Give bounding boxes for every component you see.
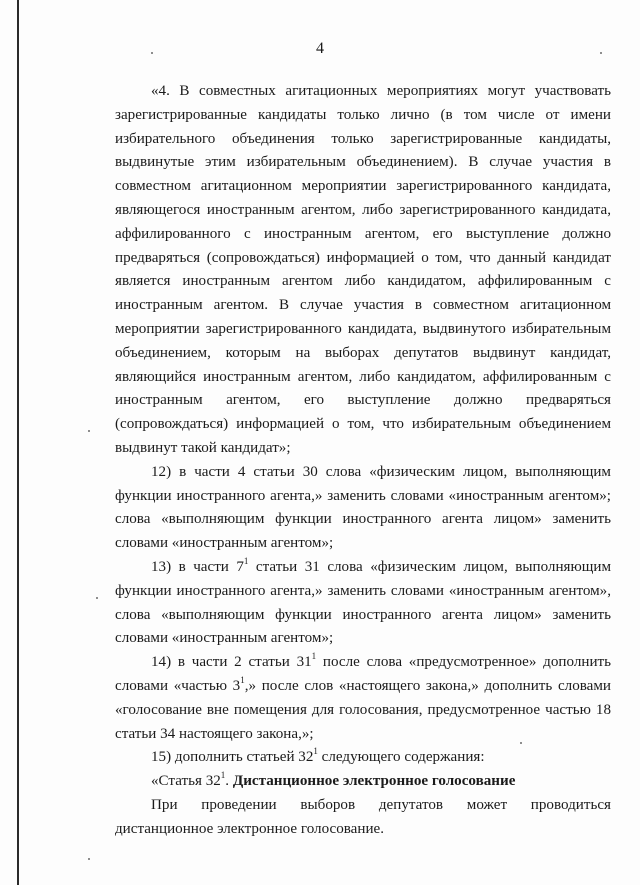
text-run: 14) в части 2 статьи 31 [151,654,312,671]
superscript: 1 [220,770,226,781]
superscript: 1 [311,651,317,662]
heading-prefix: «Статья 32 [151,773,221,790]
superscript: 1 [240,674,245,685]
text-run: 15) дополнить статьей 32 [151,749,314,766]
document-body [115,80,611,842]
paragraph-item-14 [115,651,611,746]
heading-title: Дистанционное электронное голосование [232,773,516,790]
paragraph-item-15 [115,746,611,770]
paragraph-item-12: 12) в части 4 статьи 30 слова «физическим лицом, выполняющим функции иностранного агента,» заменить словами «иностранным агентом»; слова «выполняющим функции иностранного агента лицом» заменить словами «иностранным агентом»; [115,463,611,552]
text-run: следующего содержания: [317,749,485,766]
text-run: 13) в части 7 [151,558,244,575]
superscript: 1 [243,555,249,566]
scan-speck [88,430,90,432]
scan-speck [88,858,90,860]
paragraph-item-13 [115,556,611,651]
article-heading [115,770,611,794]
text-run: статьи 31 слова «физическим лицом, выполняющим функции иностранного агента,» заменить словами «иностранным агентом», слова «выполняющим функции иностранного агента лицом» заменить словами «иностранным агентом»; [115,558,611,647]
paragraph-article-body: При проведении выборов депутатов может проводиться дистанционное электронное голосование. [115,796,611,837]
heading-separator: . [225,773,233,790]
text-run: после слова «предусмотренное» дополнить словами «частью 3 [115,654,612,694]
scan-speck [96,597,98,599]
text-run: ,» после слов «настоящего закона,» дополнить словами «голосование вне помещения для голосования, предусмотренное частью 18 статьи 34 настоящего закона,»; [115,677,611,742]
scan-edge-line [17,0,19,885]
paragraph-quoted-part-4: «4. В совместных агитационных мероприятиях могут участвовать зарегистрированные кандидаты только лично (в том числе от имени избирательного объединения только зарегистрированные кандидаты, выдвинутые этим избирательным объединением). В случае участия в совместном агитационном мероприятии зарегистрированного кандидата, являющегося иностранным агентом, либо зарегистрированного кандидата, аффилированного с иностранным агентом, его выступление должно предваряться (сопровождаться) информацией о том, что данный кандидат является иностранным агентом либо кандидатом, аффилированным с иностранным агентом. В случае участия в совместном агитационном мероприятии зарегистрированного кандидата, выдвинутого избирательным объединением, которым на выборах депутатов выдвинут кандидат, являющийся иностранным агентом, либо кандидатом, аффилированным с иностранным агентом, его выступление должно предваряться (сопровождаться) информацией о том, что избирательным объединением выдвинут такой кандидат»; [115,83,611,456]
page-number: 4 [316,40,324,57]
superscript: 1 [313,746,318,757]
